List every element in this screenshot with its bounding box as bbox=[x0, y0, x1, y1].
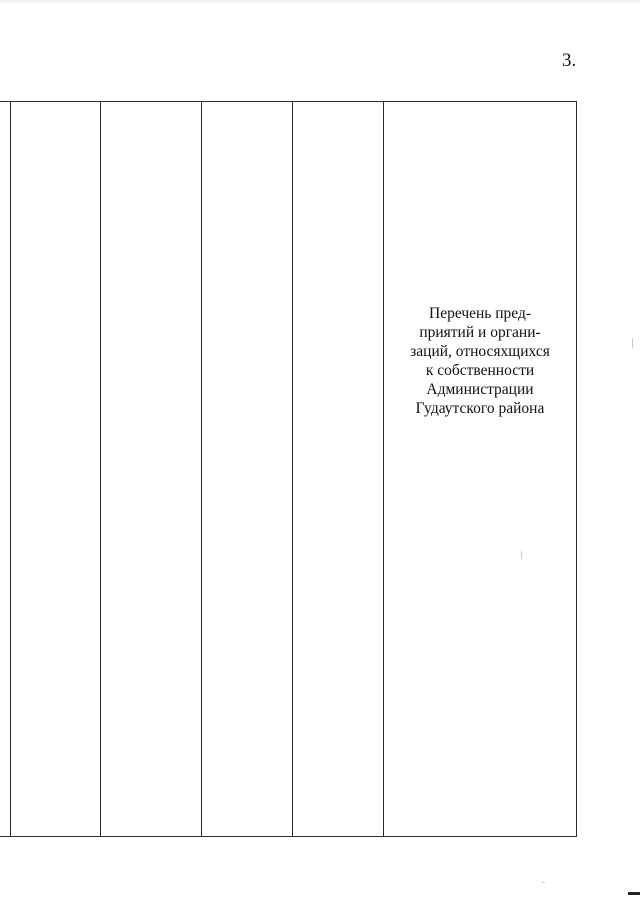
table-column-divider bbox=[201, 102, 202, 836]
scan-speck bbox=[521, 551, 522, 559]
table-column-divider bbox=[292, 102, 293, 836]
page-number: 3. bbox=[562, 50, 577, 71]
scan-top-edge bbox=[0, 0, 640, 4]
scan-corner-mark bbox=[628, 892, 640, 895]
table-header-cell: Перечень пред- приятий и органи- заций, относяхщихся к собственности Администрации Гудаутского района bbox=[410, 305, 550, 417]
rotated-table bbox=[0, 101, 577, 837]
scan-speck bbox=[632, 338, 633, 348]
table-column-divider bbox=[383, 102, 384, 836]
table-column-divider bbox=[100, 102, 101, 836]
table-column-divider bbox=[10, 102, 11, 836]
scan-speck bbox=[542, 882, 545, 883]
